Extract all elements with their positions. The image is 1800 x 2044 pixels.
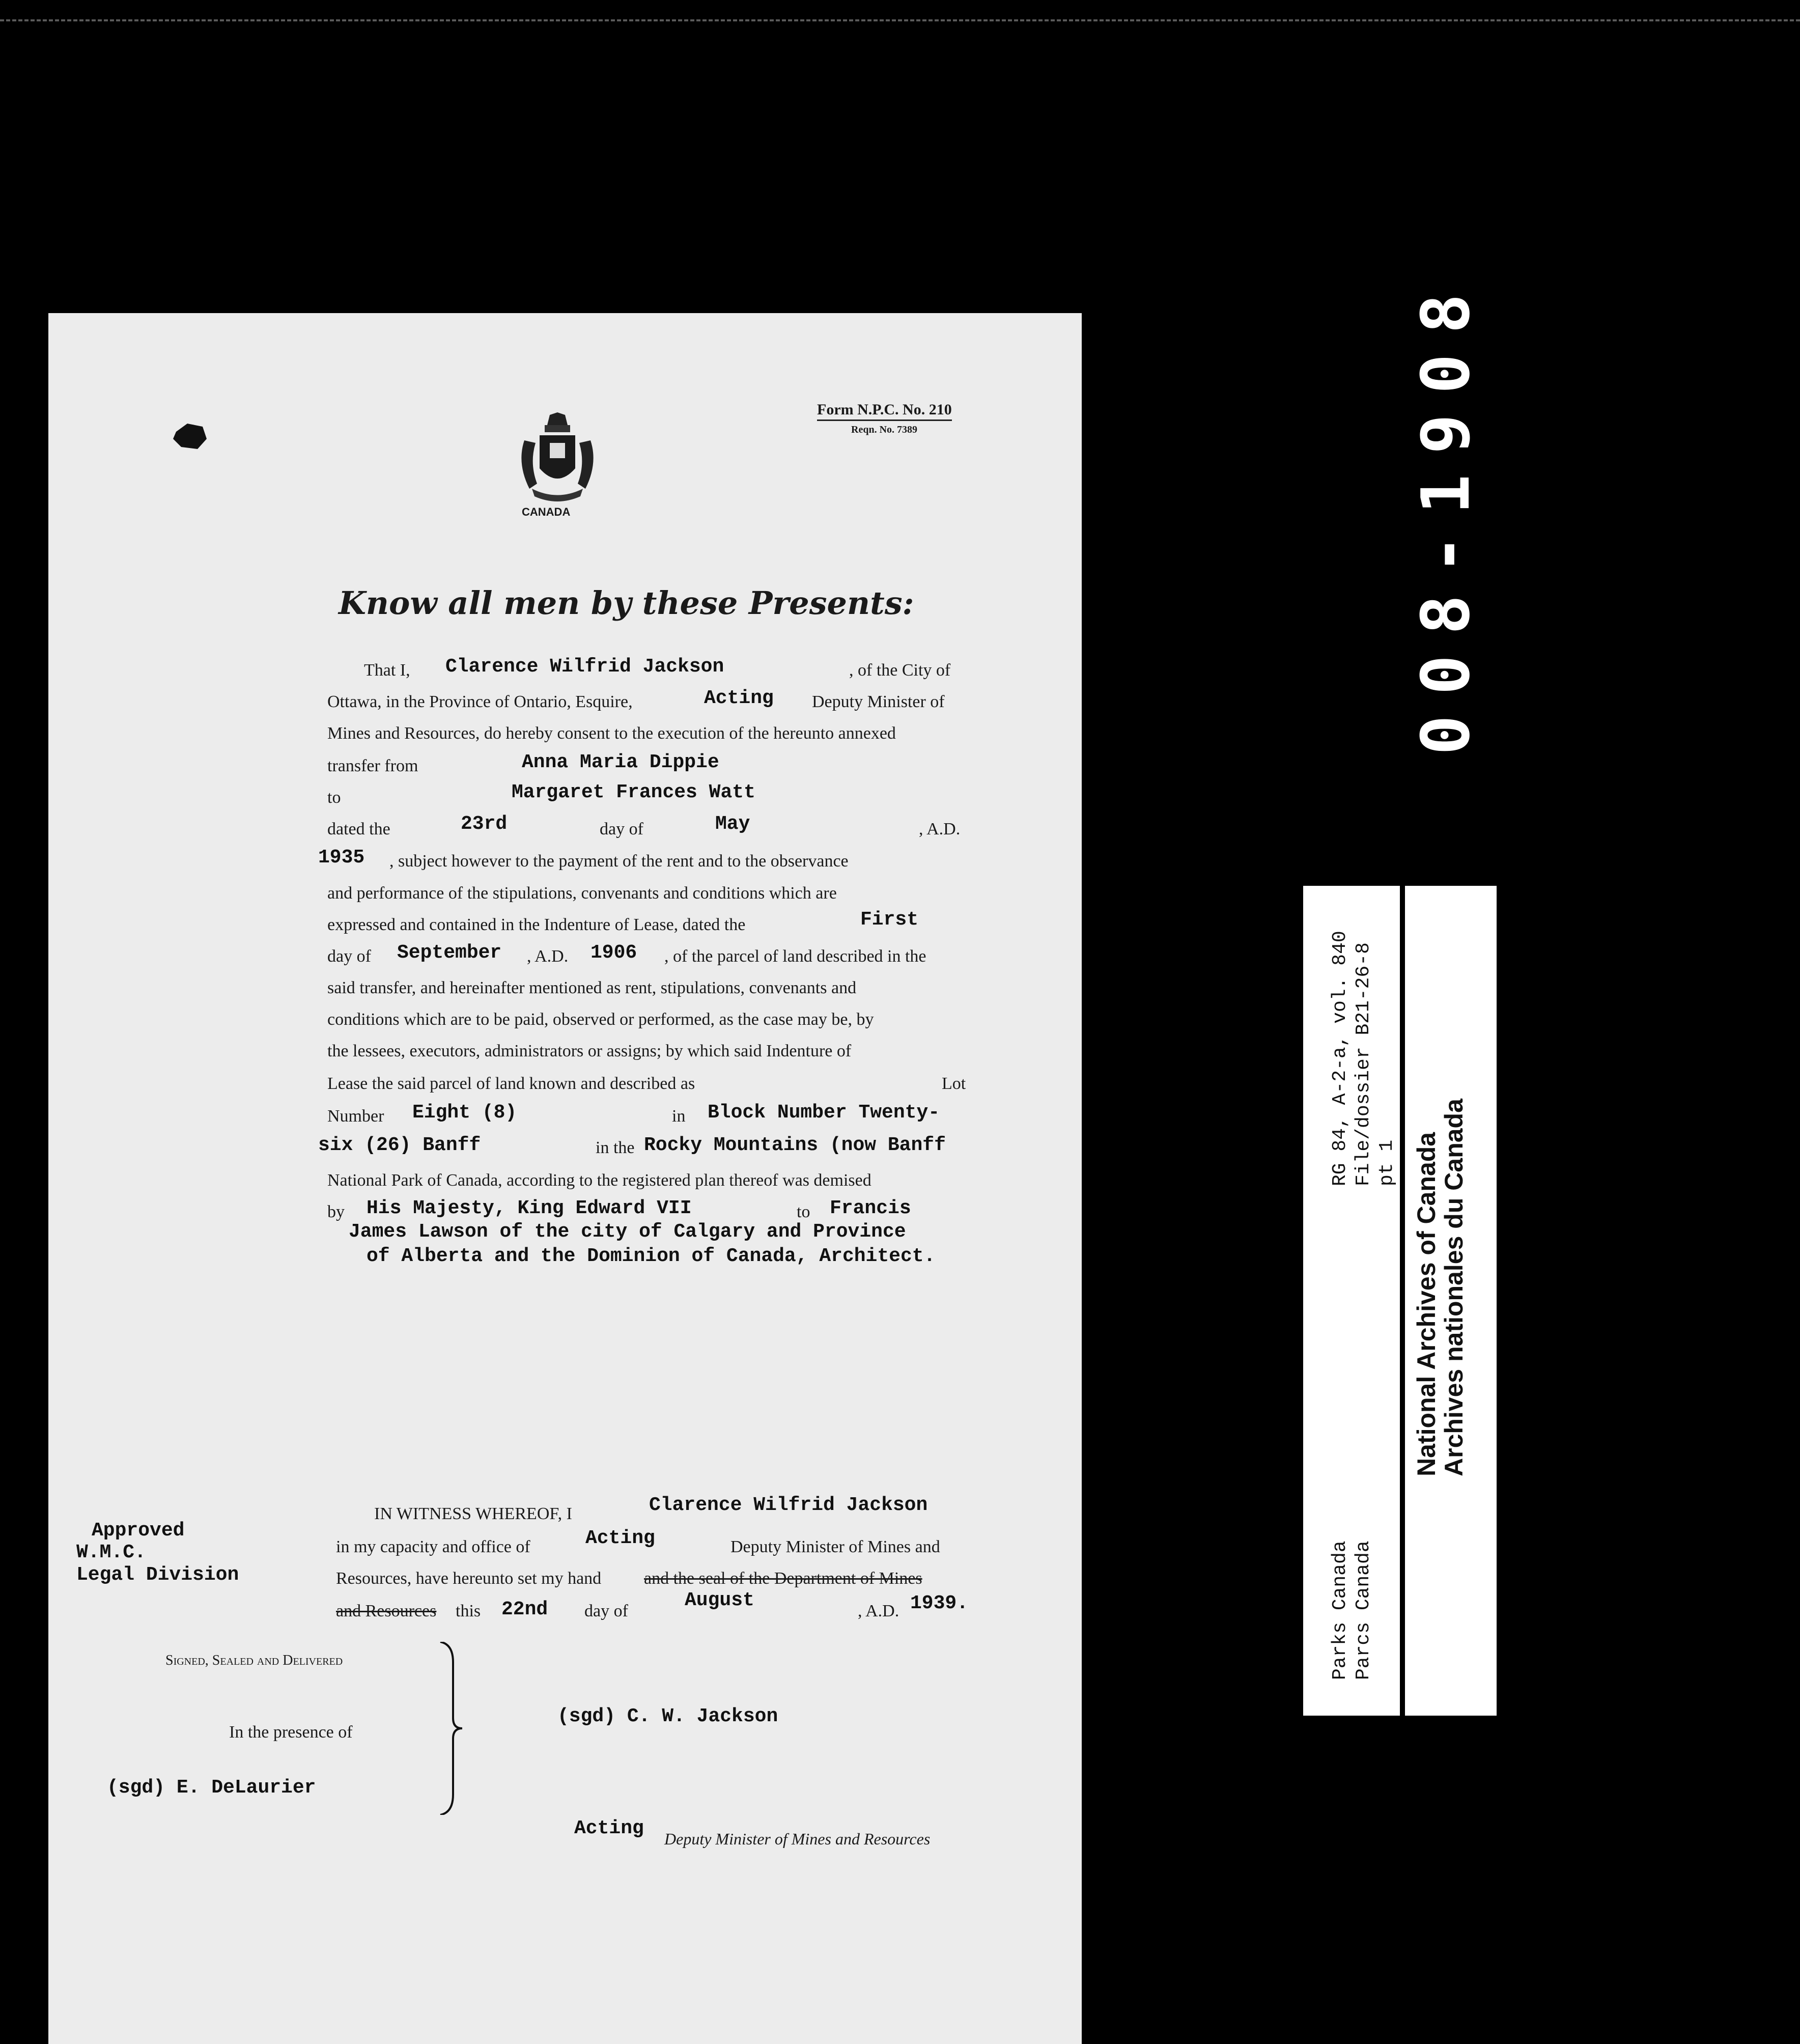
text-to: to (327, 788, 341, 807)
text-said-transfer-line: said transfer, and hereinafter mentioned as rent, stipulations, convenants and (327, 978, 857, 997)
witness-signature: (sgd) E. DeLaurier (107, 1777, 316, 1799)
transferor-name: Anna Maria Dippie (522, 751, 719, 773)
minister-signature: (sgd) C. W. Jackson (557, 1705, 778, 1727)
lease-year: 1906 (590, 942, 637, 964)
text-ad-2: , A.D. (527, 947, 569, 966)
text-witness-day-of: day of (584, 1602, 628, 1620)
text-in-presence: In the presence of (229, 1723, 353, 1742)
block-number: Block Number Twenty- (708, 1102, 940, 1124)
lessee-line-1: James Lawson of the city of Calgary and Province (349, 1221, 906, 1243)
text-lease-line: Lease the said parcel of land known and described as (327, 1074, 695, 1093)
transferee-name: Margaret Frances Watt (512, 781, 755, 803)
text-dated-the: dated the (327, 820, 390, 838)
lessee-line-2: of Alberta and the Dominion of Canada, Architect. (367, 1245, 936, 1267)
lot-number: Eight (8) (412, 1102, 517, 1124)
text-expressed-line: expressed and contained in the Indenture of Lease, dated the (327, 915, 746, 934)
approved-initials: W.M.C. (76, 1542, 146, 1563)
archives-nationales-fr: Archives nationales du Canada (1440, 1099, 1468, 1476)
witness-year: 1939. (910, 1592, 969, 1614)
text-subject: , subject however to the payment of the rent and to the observance (389, 852, 849, 871)
top-dotted-rule (0, 19, 1800, 21)
parks-canada-text (1329, 1541, 1375, 1680)
text-day-of-2: day of (327, 947, 371, 966)
transfer-day: 23rd (461, 813, 508, 835)
signature-title: Deputy Minister of Mines and Resources (664, 1830, 931, 1848)
text-deputy-mines: Deputy Minister of Mines and (730, 1537, 940, 1556)
text-capacity: in my capacity and office of (336, 1537, 530, 1556)
text-ottawa: Ottawa, in the Province of Ontario, Esquire, (327, 692, 633, 711)
lease-day: First (860, 909, 919, 931)
park-location: Rocky Mountains (now Banff (644, 1134, 946, 1156)
struck-and-resources: and Resources (336, 1602, 437, 1620)
text-this: this (456, 1602, 481, 1620)
file-dossier: File/dossier B21-26-8 (1353, 942, 1374, 1186)
requisition-number: Reqn. No. 7389 (851, 424, 918, 435)
text-that-i: That I, (364, 661, 410, 680)
reel-number: 008-1908 (1407, 273, 1484, 755)
text-parcel: , of the parcel of land described in the (664, 947, 926, 966)
consenter-name: Clarence Wilfrid Jackson (445, 656, 724, 678)
lease-month: September (397, 942, 502, 964)
witness-acting: Acting (585, 1527, 655, 1549)
witness-day: 22nd (501, 1599, 548, 1620)
document-heading: Know all men by these Presents: (339, 584, 914, 622)
text-mines-line: Mines and Resources, do hereby consent to the execution of the hereunto annexed (327, 724, 896, 743)
text-lot: Lot (942, 1074, 966, 1093)
text-resources: Resources, have hereunto set my hand (336, 1569, 602, 1588)
approved-stamp: Approved (92, 1520, 185, 1542)
national-archives-text (1413, 1099, 1468, 1476)
legal-division: Legal Division (76, 1564, 239, 1586)
signed-sealed-delivered: Signed, Sealed and Delivered (165, 1653, 343, 1668)
parcs-canada-fr: Parcs Canada (1353, 1541, 1374, 1680)
text-in-the: in the (596, 1138, 635, 1157)
ink-blot (172, 422, 208, 451)
canada-coat-of-arms-icon (514, 412, 601, 514)
text-to-2: to (797, 1202, 810, 1221)
block-number-continued: six (26) Banff (318, 1134, 481, 1156)
text-deputy-minister: Deputy Minister of (812, 692, 945, 711)
text-transfer-from: transfer from (327, 757, 418, 775)
text-national-park: National Park of Canada, according to the registered plan thereof was demised (327, 1171, 871, 1190)
transfer-month: May (715, 813, 750, 835)
acting-capacity: Acting (704, 687, 774, 709)
text-by: by (327, 1202, 345, 1221)
witness-consenter-name: Clarence Wilfrid Jackson (649, 1494, 928, 1516)
crest-caption: CANADA (522, 506, 571, 518)
text-in: in (672, 1107, 686, 1126)
text-conditions-line: conditions which are to be paid, observed or performed, as the case may be, by (327, 1010, 874, 1029)
text-day-of: day of (600, 820, 643, 838)
text-number: Number (327, 1107, 384, 1126)
text-witness-ad: , A.D. (858, 1602, 899, 1620)
signature-bracket (438, 1642, 468, 1815)
text-lessees-line: the lessees, executors, administrators or assigns; by which said Indenture of (327, 1042, 852, 1060)
rg-reference: RG 84, A-2-a, vol. 840 (1329, 931, 1351, 1186)
national-archives-en: National Archives of Canada (1412, 1132, 1441, 1476)
lessee-first-name: Francis (830, 1197, 911, 1219)
text-in-witness: IN WITNESS WHEREOF, I (374, 1504, 572, 1523)
archive-reference-text (1329, 931, 1399, 1186)
text-ad: , A.D. (919, 820, 961, 838)
transfer-year: 1935 (318, 847, 365, 869)
signature-acting: Acting (574, 1817, 644, 1839)
text-performance-line: and performance of the stipulations, convenants and conditions which are (327, 884, 837, 903)
form-number: Form N.P.C. No. 210 (817, 401, 952, 421)
struck-seal-text: and the seal of the Department of Mines (644, 1569, 922, 1588)
parks-canada-en: Parks Canada (1329, 1541, 1351, 1680)
lessor-name: His Majesty, King Edward VII (367, 1197, 692, 1219)
witness-month: August (685, 1589, 754, 1611)
part-number: pt 1 (1376, 1139, 1398, 1186)
text-of-city: , of the City of (849, 661, 951, 680)
